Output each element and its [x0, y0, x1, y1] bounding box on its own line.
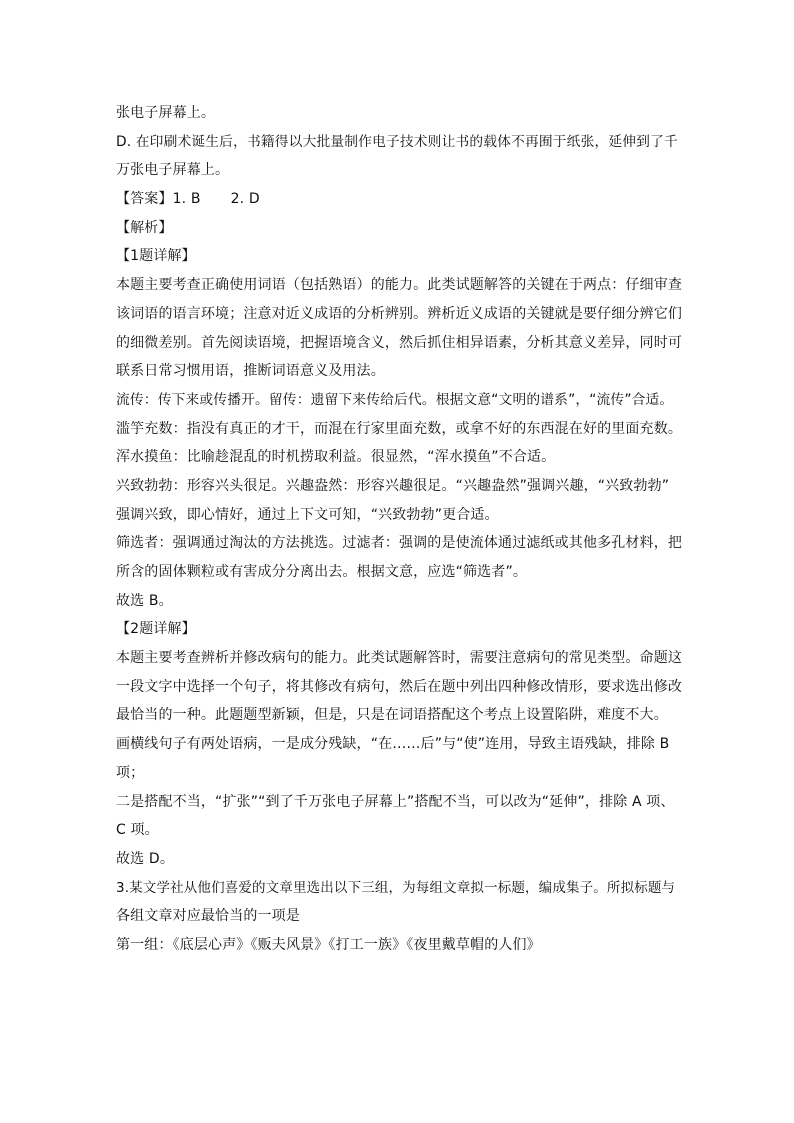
answer-label: 【答案】1. B [116, 191, 201, 208]
text-line: 画横线句子有两处语病，一是成分残缺，“在……后”与“使”连用，导致主语残缺，排除 B [116, 736, 670, 753]
text-line: 兴致勃勃：形容兴头很足。兴趣盎然：形容兴趣很足。“兴趣盎然”强调兴趣，“兴致勃勃” [116, 477, 670, 494]
text-line: 该词语的语言环境；注意对近义成语的分析辨别。辨析近义成语的关键就是要仔细分辨它们 [116, 305, 682, 322]
text-line: 强调兴致，即心情好，通过上下文可知，“兴致勃勃”更合适。 [116, 506, 499, 523]
text-line: 流传：传下来或传播开。留传：遗留下来传给后代。根据文意“文明的谱系”，“流传”合适。 [116, 391, 674, 408]
text-line: 浑水摸鱼：比喻趁混乱的时机捞取利益。很显然，“浑水摸鱼”不合适。 [116, 449, 556, 466]
text-line: 的细微差别。首先阅读语境，把握语境含义，然后抓住相异语素，分析其意义差异，同时可 [116, 334, 682, 351]
text-line: 一段文字中选择一个句子，将其修改有病句，然后在题中列出四种修改情形，要求选出修改 [116, 678, 682, 695]
conclusion-line: 故选 D。 [116, 850, 174, 867]
text-line: 本题主要考查正确使用词语（包括熟语）的能力。此类试题解答的关键在于两点：仔细审查 [116, 277, 682, 294]
document-page [116, 99, 682, 960]
text-line: 项； [116, 764, 145, 781]
answer-line [116, 185, 682, 214]
text-line: 本题主要考查辨析并修改病句的能力。此类试题解答时，需要注意病句的常见类型。命题这 [116, 650, 682, 667]
text-line: 二是搭配不当，“扩张”“到了千万张电子屏幕上”搭配不当，可以改为“延伸”，排除 A 项、 [116, 793, 675, 810]
q1-detail-heading: 【1题详解】 [116, 248, 196, 265]
analysis-heading: 【解析】 [116, 219, 173, 236]
answer-2: 2. D [230, 191, 260, 208]
text-line: 筛选者：强调通过淘汰的方法挑选。过滤者：强调的是使流体通过滤纸或其他多孔材料，把 [116, 535, 682, 552]
text-line: C 项。 [116, 822, 159, 839]
conclusion-line: 故选 B。 [116, 592, 173, 609]
text-line: 张电子屏幕上。 [116, 105, 216, 121]
option-d-line: D. 在印刷术诞生后，书籍得以大批量制作电子技术则让书的载体不再囿于纸张，延伸到了千 [116, 133, 678, 150]
text-line: 所含的固体颗粒或有害成分分离出去。根据文意，应选“筛选者”。 [116, 564, 528, 580]
question-3-line: 各组文章对应最恰当的一项是 [116, 908, 300, 925]
question-3-line: 3.某文学社从他们喜爱的文章里选出以下三组，为每组文章拟一标题，编成集子。所拟标题与 [116, 879, 676, 896]
text-line: 滥竽充数：指没有真正的才干，而混在行家里面充数，或拿不好的东西混在好的里面充数。 [116, 420, 682, 437]
group-1-line: 第一组：《底层心声》《贩夫风景》《打工一族》《夜里戴草帽的人们》 [116, 936, 541, 953]
text-line: 最恰当的一种。此题题型新颖，但是，只是在词语搭配这个考点上设置陷阱，难度不大。 [116, 707, 668, 724]
text-line: 联系日常习惯用语，推断词语意义及用法。 [116, 363, 385, 380]
q2-detail-heading: 【2题详解】 [116, 621, 196, 638]
text-line: 万张电子屏幕上。 [116, 162, 230, 179]
